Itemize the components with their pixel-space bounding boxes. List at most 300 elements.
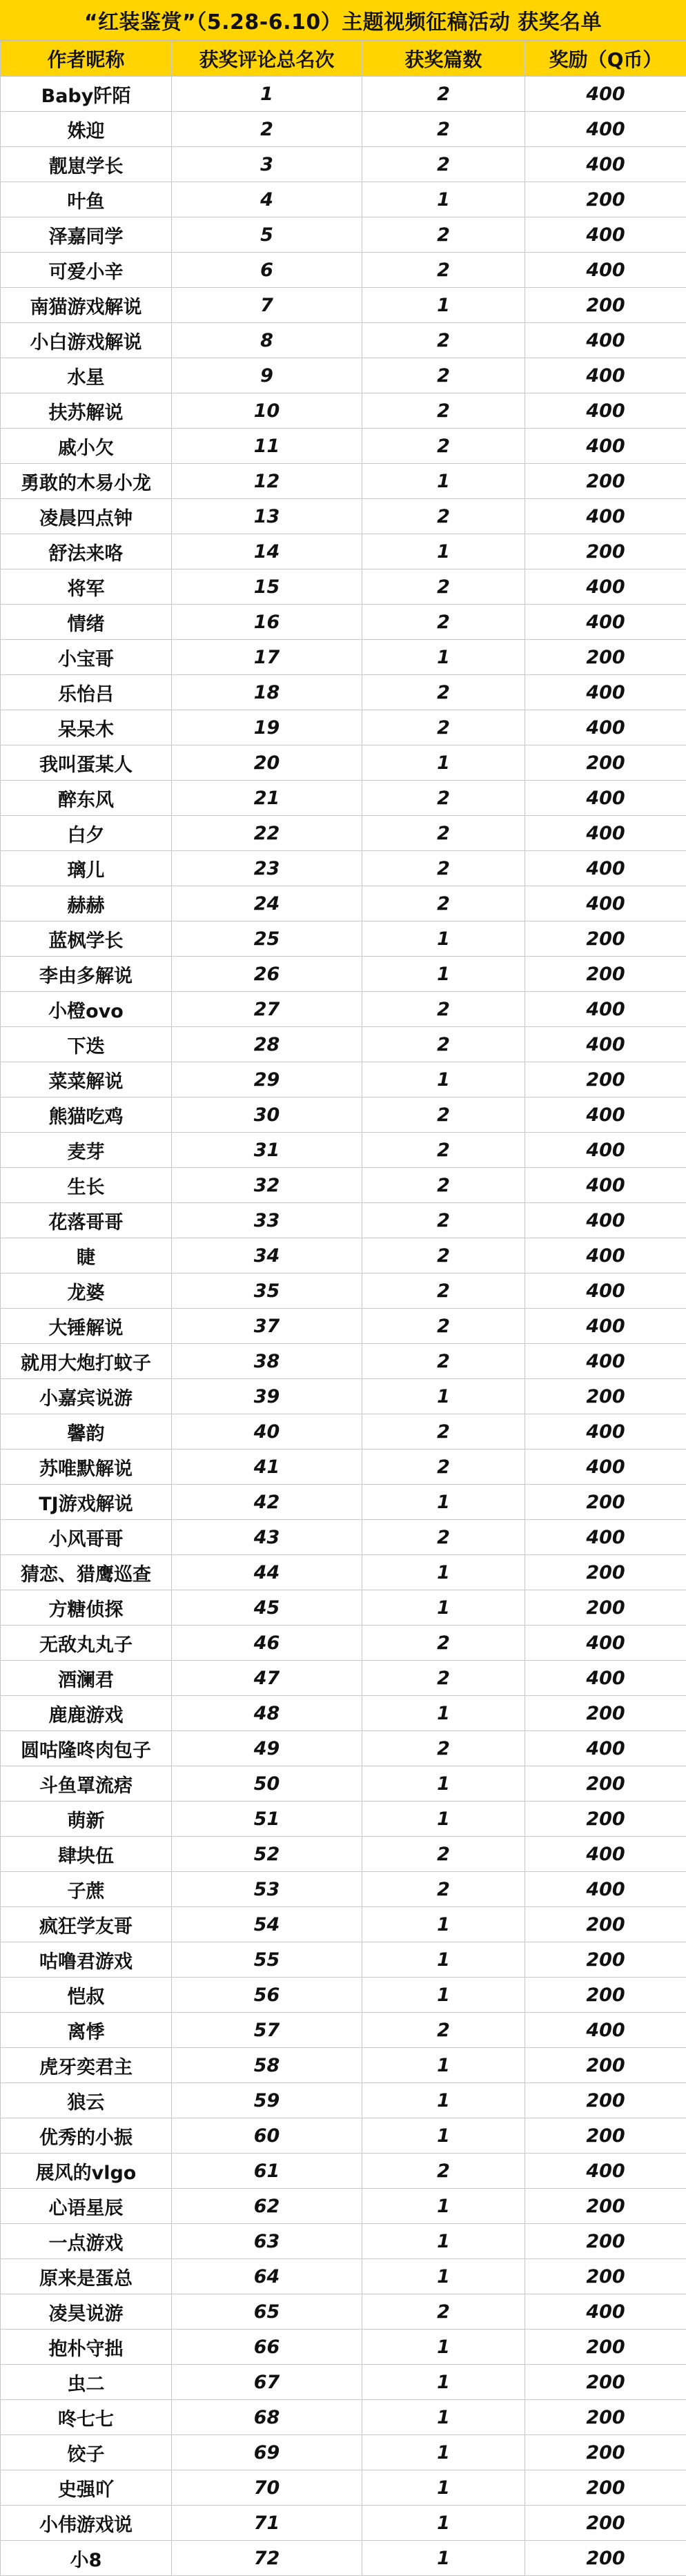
cell-reward: 400	[525, 1203, 686, 1238]
table-row	[1, 2365, 686, 2400]
cell-nickname: 花落哥哥	[1, 1203, 172, 1238]
table-row	[1, 217, 686, 253]
cell-rank: 15	[172, 569, 362, 605]
table-row	[1, 1978, 686, 2013]
table-row	[1, 816, 686, 851]
cell-count: 2	[362, 1837, 525, 1872]
cell-count: 1	[362, 464, 525, 499]
cell-rank: 72	[172, 2541, 362, 2576]
cell-reward: 400	[525, 1027, 686, 1062]
cell-nickname: 将军	[1, 569, 172, 605]
cell-reward: 200	[525, 288, 686, 323]
cell-nickname: 抱朴守拙	[1, 2330, 172, 2365]
cell-count: 1	[362, 1942, 525, 1978]
cell-reward: 400	[525, 393, 686, 429]
cell-rank: 1	[172, 77, 362, 112]
sheet-title: “红装鉴赏”（5.28-6.10）主题视频征稿活动 获奖名单	[0, 0, 686, 41]
cell-reward: 200	[525, 2259, 686, 2294]
cell-count: 2	[362, 886, 525, 921]
cell-rank: 37	[172, 1309, 362, 1344]
table-row	[1, 1696, 686, 1731]
cell-reward: 400	[525, 605, 686, 640]
cell-count: 1	[362, 921, 525, 957]
cell-nickname: 无敌丸丸子	[1, 1626, 172, 1661]
cell-rank: 51	[172, 1802, 362, 1837]
cell-rank: 58	[172, 2048, 362, 2083]
cell-count: 2	[362, 2013, 525, 2048]
cell-count: 2	[362, 147, 525, 182]
cell-nickname: 狼云	[1, 2083, 172, 2118]
cell-count: 1	[362, 2365, 525, 2400]
cell-reward: 400	[525, 2294, 686, 2330]
table-row	[1, 2189, 686, 2224]
cell-reward: 200	[525, 2118, 686, 2154]
cell-rank: 4	[172, 182, 362, 217]
cell-reward: 200	[525, 182, 686, 217]
cell-nickname: 璃儿	[1, 851, 172, 886]
cell-nickname: 史强吖	[1, 2470, 172, 2506]
table-row	[1, 2013, 686, 2048]
table-body	[1, 77, 686, 2576]
cell-count: 2	[362, 569, 525, 605]
cell-nickname: 睫	[1, 1238, 172, 1274]
cell-rank: 31	[172, 1133, 362, 1168]
cell-reward: 200	[525, 2189, 686, 2224]
cell-reward: 400	[525, 1520, 686, 1555]
cell-reward: 200	[525, 2541, 686, 2576]
cell-reward: 400	[525, 1274, 686, 1309]
cell-count: 2	[362, 112, 525, 147]
cell-reward: 400	[525, 2154, 686, 2189]
cell-rank: 10	[172, 393, 362, 429]
cell-count: 1	[362, 1555, 525, 1590]
cell-nickname: 展风的vlgo	[1, 2154, 172, 2189]
table-row	[1, 2154, 686, 2189]
cell-rank: 43	[172, 1520, 362, 1555]
table-row	[1, 1837, 686, 1872]
cell-rank: 40	[172, 1414, 362, 1450]
cell-nickname: 靓崽学长	[1, 147, 172, 182]
cell-count: 1	[362, 745, 525, 781]
cell-rank: 14	[172, 534, 362, 569]
cell-rank: 38	[172, 1344, 362, 1379]
cell-count: 1	[362, 2083, 525, 2118]
table-row	[1, 781, 686, 816]
cell-count: 1	[362, 2330, 525, 2365]
cell-rank: 3	[172, 147, 362, 182]
cell-rank: 53	[172, 1872, 362, 1907]
cell-reward: 400	[525, 147, 686, 182]
cell-rank: 33	[172, 1203, 362, 1238]
cell-count: 2	[362, 710, 525, 745]
cell-count: 2	[362, 393, 525, 429]
cell-nickname: 小伟游戏说	[1, 2506, 172, 2541]
cell-rank: 66	[172, 2330, 362, 2365]
cell-rank: 52	[172, 1837, 362, 1872]
cell-reward: 400	[525, 1097, 686, 1133]
cell-rank: 7	[172, 288, 362, 323]
cell-nickname: 圆咕隆咚肉包子	[1, 1731, 172, 1766]
cell-rank: 61	[172, 2154, 362, 2189]
cell-reward: 200	[525, 1379, 686, 1414]
cell-reward: 200	[525, 1696, 686, 1731]
cell-count: 1	[362, 1485, 525, 1520]
table-row	[1, 1027, 686, 1062]
cell-nickname: 就用大炮打蚊子	[1, 1344, 172, 1379]
table-row	[1, 710, 686, 745]
cell-nickname: 菜菜解说	[1, 1062, 172, 1097]
cell-reward: 400	[525, 851, 686, 886]
cell-reward: 200	[525, 2330, 686, 2365]
cell-reward: 200	[525, 2083, 686, 2118]
table-row	[1, 1450, 686, 1485]
cell-rank: 50	[172, 1766, 362, 1802]
cell-count: 1	[362, 2506, 525, 2541]
cell-rank: 28	[172, 1027, 362, 1062]
cell-count: 1	[362, 957, 525, 992]
cell-nickname: 泽嘉同学	[1, 217, 172, 253]
cell-count: 1	[362, 1590, 525, 1626]
table-row	[1, 1274, 686, 1309]
table-row	[1, 429, 686, 464]
table-row	[1, 1520, 686, 1555]
cell-nickname: 鹿鹿游戏	[1, 1696, 172, 1731]
cell-nickname: 一点游戏	[1, 2224, 172, 2259]
cell-nickname: 苏唯默解说	[1, 1450, 172, 1485]
table-row	[1, 2118, 686, 2154]
cell-reward: 200	[525, 640, 686, 675]
cell-count: 2	[362, 1274, 525, 1309]
cell-nickname: 虫二	[1, 2365, 172, 2400]
cell-count: 1	[362, 534, 525, 569]
cell-reward: 400	[525, 358, 686, 393]
table-row	[1, 1942, 686, 1978]
cell-count: 1	[362, 288, 525, 323]
cell-count: 1	[362, 1062, 525, 1097]
cell-rank: 26	[172, 957, 362, 992]
cell-reward: 200	[525, 1485, 686, 1520]
cell-nickname: 小宝哥	[1, 640, 172, 675]
table-row	[1, 393, 686, 429]
cell-rank: 69	[172, 2435, 362, 2470]
cell-nickname: 龙婆	[1, 1274, 172, 1309]
cell-reward: 400	[525, 816, 686, 851]
cell-count: 1	[362, 2541, 525, 2576]
cell-rank: 60	[172, 2118, 362, 2154]
cell-rank: 64	[172, 2259, 362, 2294]
table-row	[1, 1731, 686, 1766]
cell-reward: 400	[525, 1626, 686, 1661]
table-row	[1, 2294, 686, 2330]
cell-rank: 62	[172, 2189, 362, 2224]
cell-count: 2	[362, 499, 525, 534]
cell-nickname: 小橙ovo	[1, 992, 172, 1027]
cell-reward: 400	[525, 1133, 686, 1168]
cell-rank: 17	[172, 640, 362, 675]
cell-reward: 400	[525, 499, 686, 534]
cell-nickname: 叶鱼	[1, 182, 172, 217]
cell-rank: 8	[172, 323, 362, 358]
table-row	[1, 992, 686, 1027]
cell-rank: 67	[172, 2365, 362, 2400]
table-row	[1, 182, 686, 217]
cell-rank: 56	[172, 1978, 362, 2013]
cell-nickname: 小风哥哥	[1, 1520, 172, 1555]
cell-nickname: 大锤解说	[1, 1309, 172, 1344]
table-row	[1, 1590, 686, 1626]
cell-nickname: 戚小欠	[1, 429, 172, 464]
cell-count: 2	[362, 816, 525, 851]
cell-count: 1	[362, 1696, 525, 1731]
cell-count: 2	[362, 358, 525, 393]
cell-rank: 20	[172, 745, 362, 781]
cell-reward: 400	[525, 1238, 686, 1274]
cell-nickname: 恺叔	[1, 1978, 172, 2013]
table-row	[1, 1766, 686, 1802]
table-row	[1, 1626, 686, 1661]
cell-count: 2	[362, 781, 525, 816]
cell-count: 2	[362, 992, 525, 1027]
cell-reward: 400	[525, 886, 686, 921]
cell-reward: 400	[525, 1168, 686, 1203]
table-row	[1, 957, 686, 992]
cell-reward: 400	[525, 1837, 686, 1872]
cell-nickname: 小白游戏解说	[1, 323, 172, 358]
cell-rank: 63	[172, 2224, 362, 2259]
cell-rank: 30	[172, 1097, 362, 1133]
cell-reward: 400	[525, 217, 686, 253]
table-row	[1, 745, 686, 781]
cell-reward: 200	[525, 1062, 686, 1097]
cell-rank: 27	[172, 992, 362, 1027]
cell-nickname: 离悸	[1, 2013, 172, 2048]
cell-rank: 68	[172, 2400, 362, 2435]
header-reward: 奖励（Q币）	[525, 41, 686, 77]
cell-rank: 42	[172, 1485, 362, 1520]
table-row	[1, 1062, 686, 1097]
cell-count: 2	[362, 429, 525, 464]
cell-count: 2	[362, 1520, 525, 1555]
cell-count: 2	[362, 1872, 525, 1907]
cell-count: 2	[362, 2294, 525, 2330]
cell-count: 1	[362, 1766, 525, 1802]
cell-count: 2	[362, 1238, 525, 1274]
cell-nickname: 原来是蛋总	[1, 2259, 172, 2294]
table-row	[1, 2083, 686, 2118]
cell-count: 1	[362, 2470, 525, 2506]
cell-reward: 400	[525, 1414, 686, 1450]
cell-rank: 11	[172, 429, 362, 464]
table-row	[1, 1555, 686, 1590]
cell-rank: 45	[172, 1590, 362, 1626]
table-row	[1, 2506, 686, 2541]
cell-nickname: 勇敢的木易小龙	[1, 464, 172, 499]
cell-nickname: 虎牙奕君主	[1, 2048, 172, 2083]
cell-reward: 400	[525, 1344, 686, 1379]
table-row	[1, 2224, 686, 2259]
table-row	[1, 1168, 686, 1203]
cell-reward: 400	[525, 429, 686, 464]
table-row	[1, 1203, 686, 1238]
cell-reward: 400	[525, 2013, 686, 2048]
cell-count: 2	[362, 851, 525, 886]
cell-reward: 200	[525, 464, 686, 499]
table-row	[1, 851, 686, 886]
cell-rank: 19	[172, 710, 362, 745]
table-row	[1, 1485, 686, 1520]
cell-reward: 200	[525, 2435, 686, 2470]
cell-reward: 400	[525, 1309, 686, 1344]
cell-count: 2	[362, 1414, 525, 1450]
table-row	[1, 569, 686, 605]
cell-nickname: 咕噜君游戏	[1, 1942, 172, 1978]
cell-nickname: 咚七七	[1, 2400, 172, 2435]
table-row	[1, 1802, 686, 1837]
table-row	[1, 921, 686, 957]
cell-reward: 200	[525, 745, 686, 781]
table-row	[1, 534, 686, 569]
cell-reward: 400	[525, 112, 686, 147]
cell-nickname: 李由多解说	[1, 957, 172, 992]
cell-rank: 25	[172, 921, 362, 957]
cell-rank: 35	[172, 1274, 362, 1309]
cell-reward: 200	[525, 2400, 686, 2435]
cell-reward: 400	[525, 710, 686, 745]
cell-nickname: 优秀的小振	[1, 2118, 172, 2154]
cell-nickname: 呆呆木	[1, 710, 172, 745]
table-row	[1, 1238, 686, 1274]
table-row	[1, 2435, 686, 2470]
cell-count: 1	[362, 2048, 525, 2083]
cell-count: 2	[362, 1344, 525, 1379]
cell-count: 2	[362, 1168, 525, 1203]
cell-rank: 18	[172, 675, 362, 710]
cell-count: 2	[362, 605, 525, 640]
cell-count: 2	[362, 1203, 525, 1238]
cell-rank: 23	[172, 851, 362, 886]
cell-nickname: Baby阡陌	[1, 77, 172, 112]
table-row	[1, 2259, 686, 2294]
cell-nickname: 方糖侦探	[1, 1590, 172, 1626]
cell-rank: 65	[172, 2294, 362, 2330]
cell-count: 2	[362, 1731, 525, 1766]
cell-rank: 24	[172, 886, 362, 921]
cell-nickname: 情绪	[1, 605, 172, 640]
cell-reward: 400	[525, 1450, 686, 1485]
cell-rank: 32	[172, 1168, 362, 1203]
cell-count: 1	[362, 2400, 525, 2435]
cell-rank: 39	[172, 1379, 362, 1414]
table-row	[1, 1309, 686, 1344]
cell-nickname: 乐怡吕	[1, 675, 172, 710]
cell-nickname: 可爱小辛	[1, 253, 172, 288]
cell-rank: 49	[172, 1731, 362, 1766]
cell-nickname: 扶苏解说	[1, 393, 172, 429]
winners-table	[0, 41, 686, 2576]
cell-nickname: 下迭	[1, 1027, 172, 1062]
cell-nickname: 南猫游戏解说	[1, 288, 172, 323]
cell-rank: 34	[172, 1238, 362, 1274]
cell-reward: 200	[525, 1802, 686, 1837]
header-rank: 获奖评论总名次	[172, 41, 362, 77]
cell-reward: 200	[525, 1590, 686, 1626]
cell-rank: 48	[172, 1696, 362, 1731]
cell-reward: 400	[525, 781, 686, 816]
cell-reward: 200	[525, 2224, 686, 2259]
cell-rank: 46	[172, 1626, 362, 1661]
cell-count: 2	[362, 1661, 525, 1696]
cell-reward: 400	[525, 1661, 686, 1696]
cell-reward: 200	[525, 2365, 686, 2400]
table-row	[1, 605, 686, 640]
cell-reward: 400	[525, 569, 686, 605]
table-row	[1, 1133, 686, 1168]
cell-count: 2	[362, 253, 525, 288]
cell-count: 2	[362, 217, 525, 253]
cell-rank: 47	[172, 1661, 362, 1696]
cell-count: 1	[362, 640, 525, 675]
cell-reward: 200	[525, 2506, 686, 2541]
table-row	[1, 1097, 686, 1133]
cell-reward: 200	[525, 957, 686, 992]
table-row	[1, 1661, 686, 1696]
cell-reward: 200	[525, 2048, 686, 2083]
cell-count: 1	[362, 1907, 525, 1942]
cell-count: 1	[362, 2118, 525, 2154]
cell-reward: 400	[525, 675, 686, 710]
table-row	[1, 1379, 686, 1414]
header-row	[1, 41, 686, 77]
cell-nickname: 小8	[1, 2541, 172, 2576]
cell-nickname: 姝迎	[1, 112, 172, 147]
cell-nickname: 麦芽	[1, 1133, 172, 1168]
cell-nickname: 子蔗	[1, 1872, 172, 1907]
cell-rank: 2	[172, 112, 362, 147]
cell-nickname: TJ游戏解说	[1, 1485, 172, 1520]
cell-nickname: 小嘉宾说游	[1, 1379, 172, 1414]
cell-reward: 400	[525, 77, 686, 112]
cell-count: 1	[362, 182, 525, 217]
cell-count: 1	[362, 1379, 525, 1414]
cell-count: 2	[362, 2154, 525, 2189]
cell-nickname: 凌晨四点钟	[1, 499, 172, 534]
header-count: 获奖篇数	[362, 41, 525, 77]
cell-nickname: 熊猫吃鸡	[1, 1097, 172, 1133]
table-row	[1, 886, 686, 921]
table-row	[1, 1344, 686, 1379]
table-row	[1, 1907, 686, 1942]
cell-rank: 16	[172, 605, 362, 640]
cell-rank: 6	[172, 253, 362, 288]
cell-rank: 70	[172, 2470, 362, 2506]
table-row	[1, 288, 686, 323]
table-row	[1, 323, 686, 358]
cell-nickname: 醉东风	[1, 781, 172, 816]
cell-nickname: 斗鱼罩流痞	[1, 1766, 172, 1802]
cell-rank: 54	[172, 1907, 362, 1942]
cell-reward: 200	[525, 1942, 686, 1978]
cell-count: 1	[362, 2435, 525, 2470]
cell-nickname: 水星	[1, 358, 172, 393]
table-row	[1, 358, 686, 393]
cell-nickname: 我叫蛋某人	[1, 745, 172, 781]
table-row	[1, 2048, 686, 2083]
cell-reward: 400	[525, 323, 686, 358]
cell-rank: 9	[172, 358, 362, 393]
cell-rank: 55	[172, 1942, 362, 1978]
cell-reward: 200	[525, 1907, 686, 1942]
cell-count: 2	[362, 1309, 525, 1344]
